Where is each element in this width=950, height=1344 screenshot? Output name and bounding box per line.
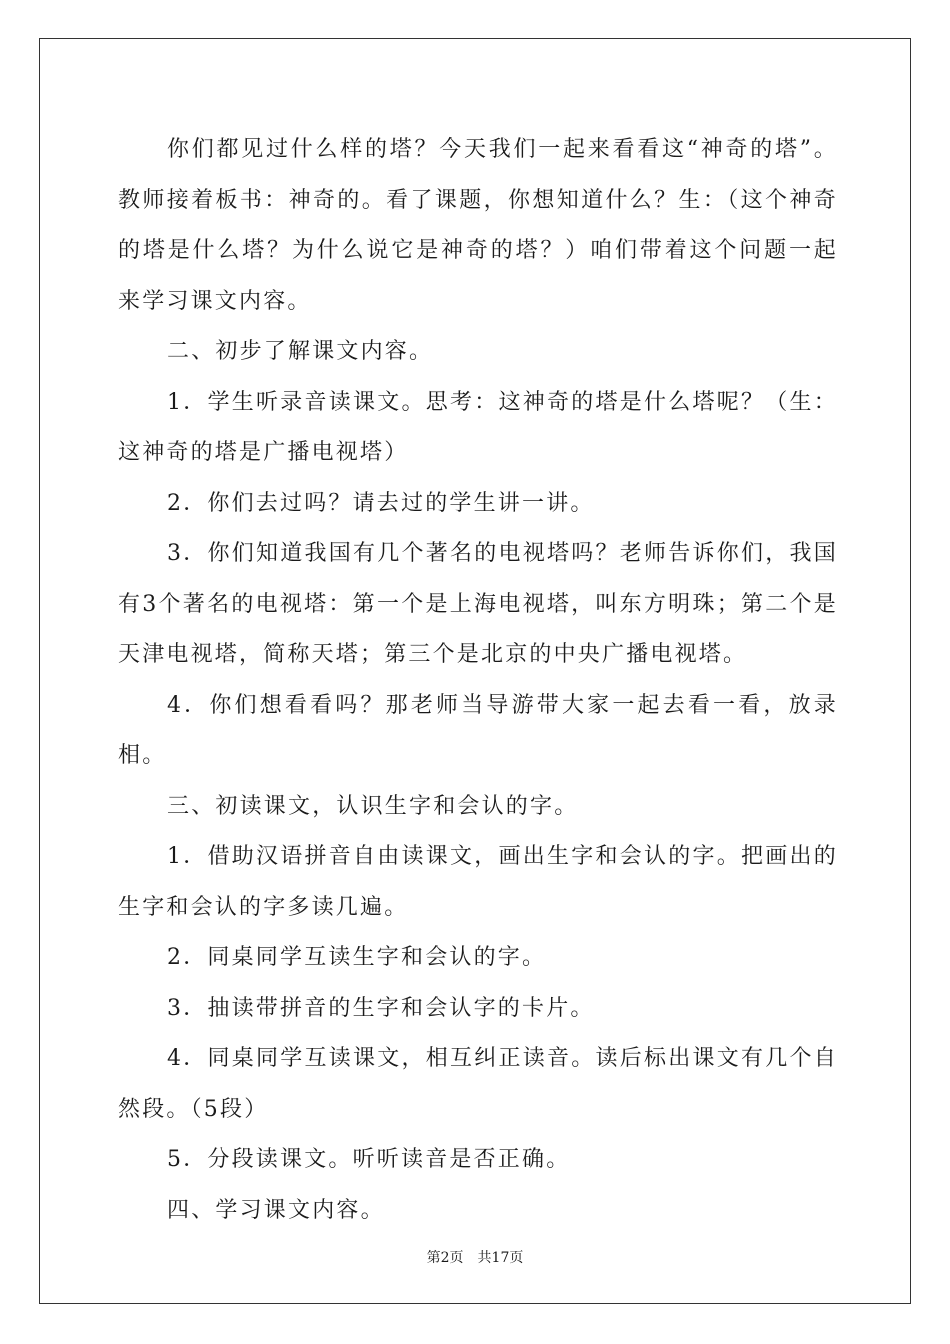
paragraph: 你们都见过什么样的塔？今天我们一起来看看这“神奇的塔”。教师接着板书：神奇的。看了课题，你想知道什么？生：（这个神奇的塔是什么塔？为什么说它是神奇的塔？）咱们带着这个问题一起来学习课文内容。 (118, 137, 838, 314)
page-footer (0, 1247, 950, 1267)
section-heading: 三、初读课文，认识生字和会认的字。 (167, 793, 579, 819)
list-item: 2．同桌同学互读生字和会认的字。 (167, 945, 547, 970)
list-item: 3．抽读带拼音的生字和会认字的卡片。 (167, 995, 595, 1021)
section-heading: 四、学习课文内容。 (167, 1197, 385, 1223)
section-heading: 二、初步了解课文内容。 (167, 339, 434, 364)
page-number: 第2页 (426, 1250, 464, 1266)
list-item: 2．你们去过吗？请去过的学生讲一讲。 (167, 490, 595, 516)
list-item: 1．借助汉语拼音自由读课文，画出生字和会认的字。把画出的生字和会认的字多读几遍。 (118, 844, 838, 920)
list-item: 4．同桌同学互读课文，相互纠正读音。读后标出课文有几个自然段。（5段） (118, 1046, 838, 1122)
list-item: 3．你们知道我国有几个著名的电视塔吗？老师告诉你们，我国有3个著名的电视塔：第一个是上海电视塔，叫东方明珠；第二个是天津电视塔，简称天塔；第三个是北京的中央广播电视塔。 (118, 541, 838, 667)
list-item: 4．你们想看看吗？那老师当导游带大家一起去看一看，放录相。 (118, 692, 838, 768)
document-body (118, 125, 838, 1236)
page-total: 共17页 (477, 1250, 524, 1266)
list-item: 5．分段读课文。听听读音是否正确。 (167, 1147, 571, 1172)
list-item: 1．学生听录音读课文。思考：这神奇的塔是什么塔呢？（生：这神奇的塔是广播电视塔） (118, 389, 838, 465)
